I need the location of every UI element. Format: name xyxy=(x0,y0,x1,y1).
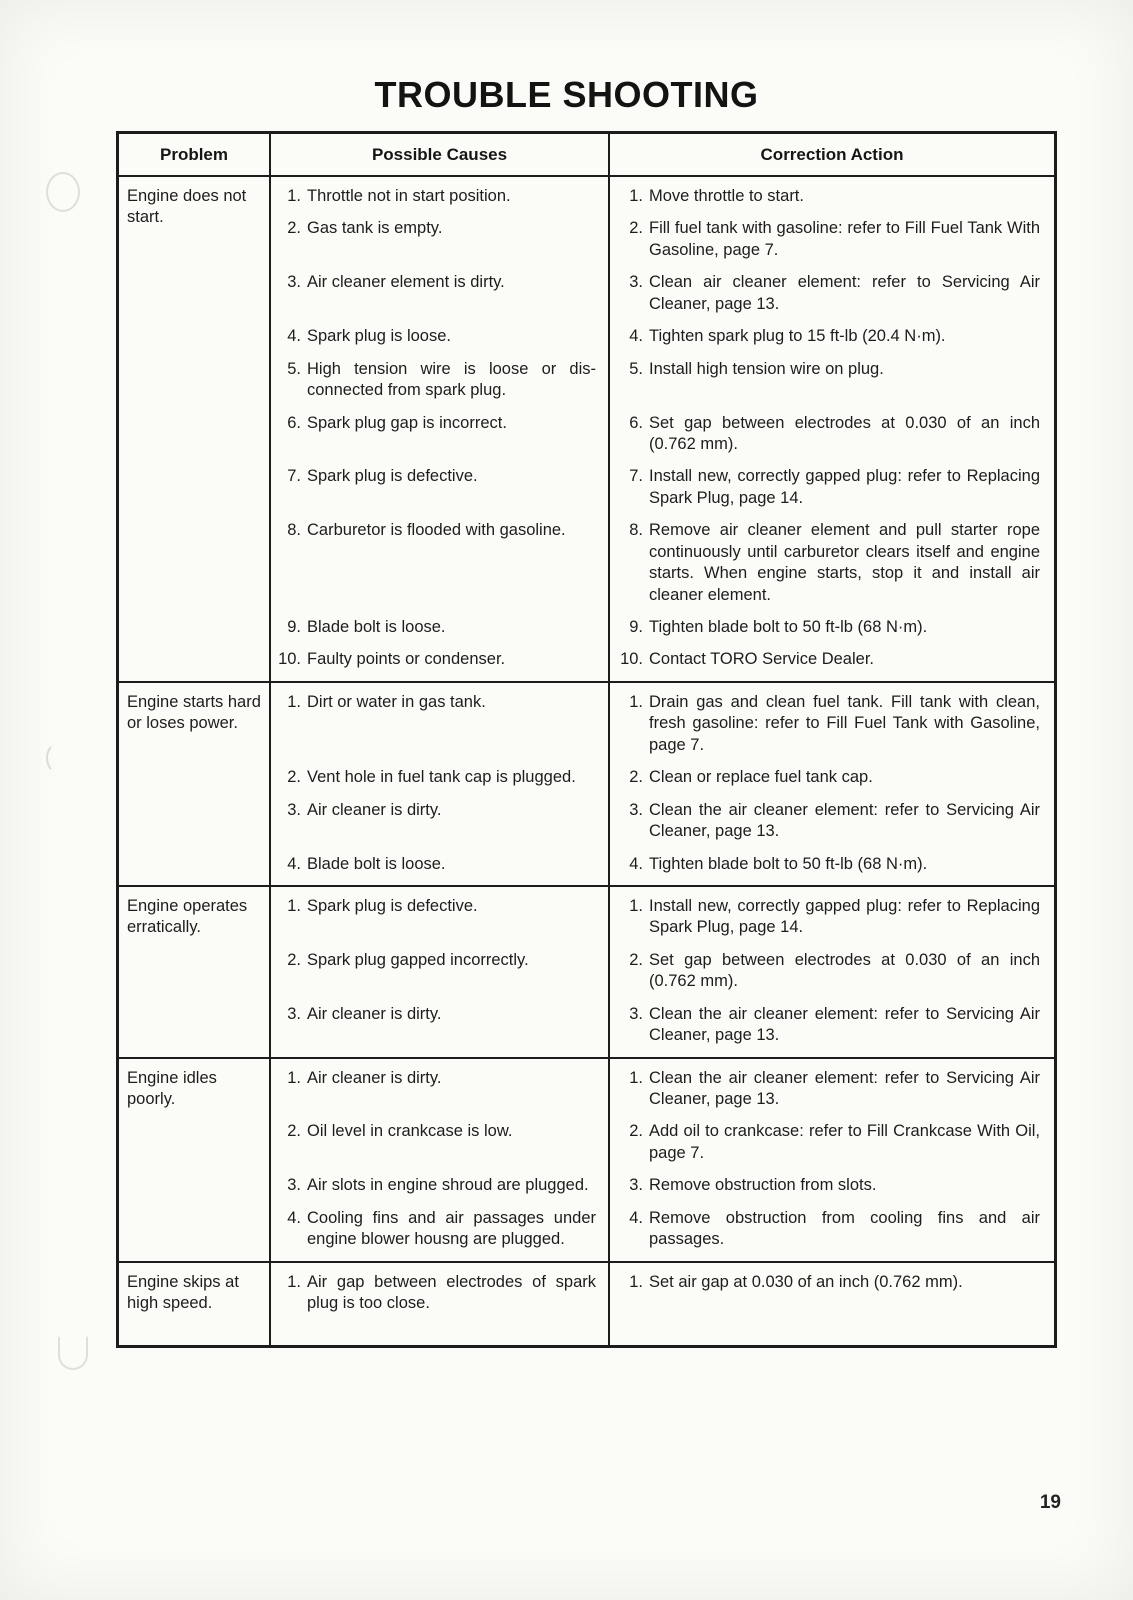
cause-action-pair xyxy=(271,466,1054,509)
cause-action-pair xyxy=(271,1121,1054,1164)
cause-number: 3. xyxy=(287,273,301,292)
scan-artifact xyxy=(58,1336,88,1370)
problem-cell: Engine idles poorly. xyxy=(119,1059,271,1261)
cause-action-pair xyxy=(271,1208,1054,1251)
action-item xyxy=(610,617,1054,638)
cause-text: Spark plug is defective. xyxy=(307,896,478,915)
action-item xyxy=(610,649,1054,670)
action-number: 10. xyxy=(620,650,643,669)
action-item xyxy=(610,186,1054,207)
cause-text: High tension wire is loose or disconnected from spark plug. xyxy=(307,359,596,400)
cause-text: Throttle not in start position. xyxy=(307,187,511,205)
cause-text: Blade bolt is loose. xyxy=(307,618,446,636)
cause-number: 4. xyxy=(287,327,301,346)
cause-action-pair xyxy=(271,896,1054,939)
action-item xyxy=(610,1208,1054,1251)
action-text: Tighten spark plug to 15 ft-lb (20.4 N·m). xyxy=(649,327,946,346)
action-text: Set gap between electrodes at 0.030 of an inch (0.762 mm). xyxy=(649,413,1040,453)
cause-number: 3. xyxy=(287,1176,301,1195)
cause-action-pair xyxy=(271,950,1054,993)
cause-action-pair xyxy=(271,1068,1054,1111)
problem-cell: Engine skips at high speed. xyxy=(119,1263,271,1345)
cause-action-pair xyxy=(271,1175,1054,1196)
action-number: 2. xyxy=(629,1122,643,1141)
cause-text: Air cleaner is dirty. xyxy=(307,800,442,819)
cause-item xyxy=(271,218,610,239)
action-number: 7. xyxy=(629,467,643,486)
cause-number: 7. xyxy=(287,467,301,486)
cause-action-pair xyxy=(271,520,1054,606)
cause-item xyxy=(271,1175,610,1196)
action-number: 5. xyxy=(629,359,643,378)
action-number: 3. xyxy=(629,1004,643,1023)
header-possible-causes: Possible Causes xyxy=(271,134,610,175)
cause-number: 4. xyxy=(287,854,301,873)
action-item xyxy=(610,854,1054,875)
cause-action-pair xyxy=(271,359,1054,402)
action-text: Install new, correctly gapped plug: refer to Replacing Spark Plug, page 14. xyxy=(649,467,1040,507)
cause-action-pairs xyxy=(271,683,1054,885)
scan-artifact xyxy=(46,172,80,212)
cause-action-pairs xyxy=(271,887,1054,1057)
action-number: 3. xyxy=(629,1176,643,1195)
cause-action-pair xyxy=(271,692,1054,756)
cause-item xyxy=(271,1208,610,1251)
action-item xyxy=(610,767,1054,788)
action-item xyxy=(610,896,1054,939)
cause-text: Air cleaner element is dirty. xyxy=(307,273,505,292)
cause-item xyxy=(271,326,610,347)
action-number: 1. xyxy=(629,896,643,915)
cause-action-pair xyxy=(271,186,1054,207)
action-number: 4. xyxy=(629,854,643,873)
action-text: Clean the air cleaner element: refer to Servicing Air Cleaner, page 13. xyxy=(649,800,1040,841)
action-number: 1. xyxy=(629,1068,643,1087)
action-item xyxy=(610,692,1054,756)
action-item xyxy=(610,800,1054,843)
cause-number: 3. xyxy=(287,1004,301,1023)
cause-text: Carburetor is flooded with gasoline. xyxy=(307,521,566,540)
cause-action-pair xyxy=(271,218,1054,261)
action-text: Tighten blade bolt to 50 ft-lb (68 N·m). xyxy=(649,854,928,873)
action-number: 6. xyxy=(629,413,643,432)
action-item xyxy=(610,1004,1054,1047)
action-number: 1. xyxy=(629,1272,643,1291)
action-number: 1. xyxy=(629,187,643,205)
action-text: Clean air cleaner element: refer to Servicing Air Cleaner, page 13. xyxy=(649,273,1040,313)
action-text: Set air gap at 0.030 of an inch (0.762 mm). xyxy=(649,1272,963,1291)
cause-action-pairs xyxy=(271,177,1054,681)
cause-text: Air cleaner is dirty. xyxy=(307,1004,442,1023)
header-correction-action: Correction Action xyxy=(760,145,904,164)
cause-action-pair xyxy=(271,617,1054,638)
action-number: 9. xyxy=(629,618,643,636)
action-text: Add oil to crankcase: refer to Fill Crankcase With Oil, page 7. xyxy=(649,1122,1040,1162)
action-text: Install new, correctly gapped plug: refer to Replacing Spark Plug, page 14. xyxy=(649,896,1040,937)
table-row xyxy=(119,177,1054,681)
cause-number: 2. xyxy=(287,768,301,787)
cause-action-pair xyxy=(271,767,1054,788)
cause-number: 1. xyxy=(287,692,301,711)
cause-text: Oil level in crankcase is low. xyxy=(307,1122,513,1141)
cause-action-pair xyxy=(271,800,1054,843)
page-title: TROUBLE SHOOTING xyxy=(374,74,759,115)
action-text: Remove obstruction from cooling fins and air passages. xyxy=(649,1208,1040,1249)
cause-action-pair xyxy=(271,1004,1054,1047)
action-text: Fill fuel tank with gasoline: refer to Fill Fuel Tank With Gasoline, page 7. xyxy=(649,219,1040,259)
table-row xyxy=(119,1261,1054,1345)
problem-cell: Engine does not start. xyxy=(119,177,271,681)
action-text: Move throttle to start. xyxy=(649,187,804,205)
header-problem: Problem xyxy=(119,134,271,175)
cause-item xyxy=(271,272,610,293)
cause-action-pair xyxy=(271,649,1054,670)
cause-action-pair xyxy=(271,413,1054,456)
action-text: Drain gas and clean fuel tank. Fill tank with clean, fresh gasoline: refer to Fill Fuel Tank with Gasoline, page 7. xyxy=(649,692,1040,754)
action-number: 8. xyxy=(629,521,643,540)
table-row xyxy=(119,1057,1054,1261)
cause-item xyxy=(271,1004,610,1025)
table-row xyxy=(119,885,1054,1057)
cause-item xyxy=(271,413,610,434)
cause-text: Air cleaner is dirty. xyxy=(307,1068,442,1087)
cause-text: Spark plug gap is incorrect. xyxy=(307,413,507,432)
cause-item xyxy=(271,854,610,875)
table-header-row xyxy=(119,134,1054,177)
cause-text: Air slots in engine shroud are plugged. xyxy=(307,1176,589,1195)
action-text: Remove air cleaner element and pull starter rope continuously until carburetor clears itself and engine starts. When engine starts, stop it and install air cleaner element. xyxy=(649,521,1040,604)
cause-number: 1. xyxy=(287,187,301,205)
action-number: 3. xyxy=(629,273,643,292)
action-item xyxy=(610,466,1054,509)
action-text: Clean the air cleaner element: refer to Servicing Air Cleaner, page 13. xyxy=(649,1068,1040,1108)
cause-item xyxy=(271,186,610,207)
action-item xyxy=(610,359,1054,380)
action-number: 2. xyxy=(629,219,643,238)
cause-action-pair xyxy=(271,272,1054,315)
cause-item xyxy=(271,1121,610,1142)
cause-text: Vent hole in fuel tank cap is plugged. xyxy=(307,768,576,787)
table-body xyxy=(119,177,1054,1345)
action-item xyxy=(610,1272,1054,1293)
cause-item xyxy=(271,359,610,402)
cause-item xyxy=(271,1272,610,1315)
cause-item xyxy=(271,767,610,788)
action-text: Contact TORO Service Dealer. xyxy=(649,650,874,669)
cause-item xyxy=(271,617,610,638)
cause-item xyxy=(271,520,610,541)
cause-number: 10. xyxy=(278,650,301,669)
cause-number: 3. xyxy=(287,800,301,819)
cause-item xyxy=(271,466,610,487)
action-number: 1. xyxy=(629,692,643,711)
cause-number: 8. xyxy=(287,521,301,540)
action-item xyxy=(610,1068,1054,1111)
action-text: Clean or replace fuel tank cap. xyxy=(649,768,873,787)
cause-text: Spark plug is defective. xyxy=(307,467,478,486)
problem-cell: Engine starts hard or loses power. xyxy=(119,683,271,885)
action-item xyxy=(610,950,1054,993)
cause-item xyxy=(271,950,610,971)
cause-text: Gas tank is empty. xyxy=(307,219,443,238)
cause-number: 1. xyxy=(287,1068,301,1087)
cause-number: 5. xyxy=(287,359,301,378)
cause-text: Faulty points or condenser. xyxy=(307,650,506,669)
action-item xyxy=(610,326,1054,347)
cause-number: 4. xyxy=(287,1208,301,1227)
cause-number: 1. xyxy=(287,1272,301,1291)
cause-text: Dirt or water in gas tank. xyxy=(307,692,486,711)
cause-number: 6. xyxy=(287,413,301,432)
cause-item xyxy=(271,896,610,917)
action-item xyxy=(610,413,1054,456)
cause-number: 9. xyxy=(287,618,301,636)
problem-cell: Engine operates erratically. xyxy=(119,887,271,1057)
action-text: Install high tension wire on plug. xyxy=(649,359,884,378)
action-item xyxy=(610,218,1054,261)
cause-item xyxy=(271,649,610,670)
cause-number: 2. xyxy=(287,219,301,238)
cause-number: 2. xyxy=(287,950,301,969)
action-text: Remove obstruction from slots. xyxy=(649,1176,877,1195)
cause-text: Air gap between electrodes of spark plug is too close. xyxy=(307,1272,596,1313)
cause-text: Blade bolt is loose. xyxy=(307,854,446,873)
action-item xyxy=(610,520,1054,606)
action-item xyxy=(610,1121,1054,1164)
action-number: 4. xyxy=(629,1208,643,1227)
cause-action-pairs xyxy=(271,1059,1054,1261)
cause-number: 1. xyxy=(287,896,301,915)
page-number: 19 xyxy=(1039,1492,1061,1513)
action-item xyxy=(610,272,1054,315)
action-number: 2. xyxy=(629,950,643,969)
action-number: 4. xyxy=(629,327,643,346)
cause-text: Spark plug is loose. xyxy=(307,327,451,346)
action-number: 2. xyxy=(629,768,643,787)
cause-action-pair xyxy=(271,326,1054,347)
cause-text: Cooling fins and air passages under engine blower housng are plugged. xyxy=(307,1208,596,1249)
cause-action-pairs xyxy=(271,1263,1054,1345)
scan-artifact xyxy=(46,742,72,774)
cause-item xyxy=(271,1068,610,1089)
cause-item xyxy=(271,692,610,713)
troubleshooting-table xyxy=(116,131,1057,1348)
cause-text: Spark plug gapped incorrectly. xyxy=(307,950,529,969)
action-text: Clean the air cleaner element: refer to Servicing Air Cleaner, page 13. xyxy=(649,1004,1040,1045)
action-text: Tighten blade bolt to 50 ft-lb (68 N·m). xyxy=(649,618,928,636)
action-item xyxy=(610,1175,1054,1196)
cause-action-pair xyxy=(271,854,1054,875)
cause-item xyxy=(271,800,610,821)
action-number: 3. xyxy=(629,800,643,819)
cause-number: 2. xyxy=(287,1122,301,1141)
table-row xyxy=(119,681,1054,885)
action-text: Set gap between electrodes at 0.030 of an inch (0.762 mm). xyxy=(649,950,1040,991)
cause-action-pair xyxy=(271,1272,1054,1315)
